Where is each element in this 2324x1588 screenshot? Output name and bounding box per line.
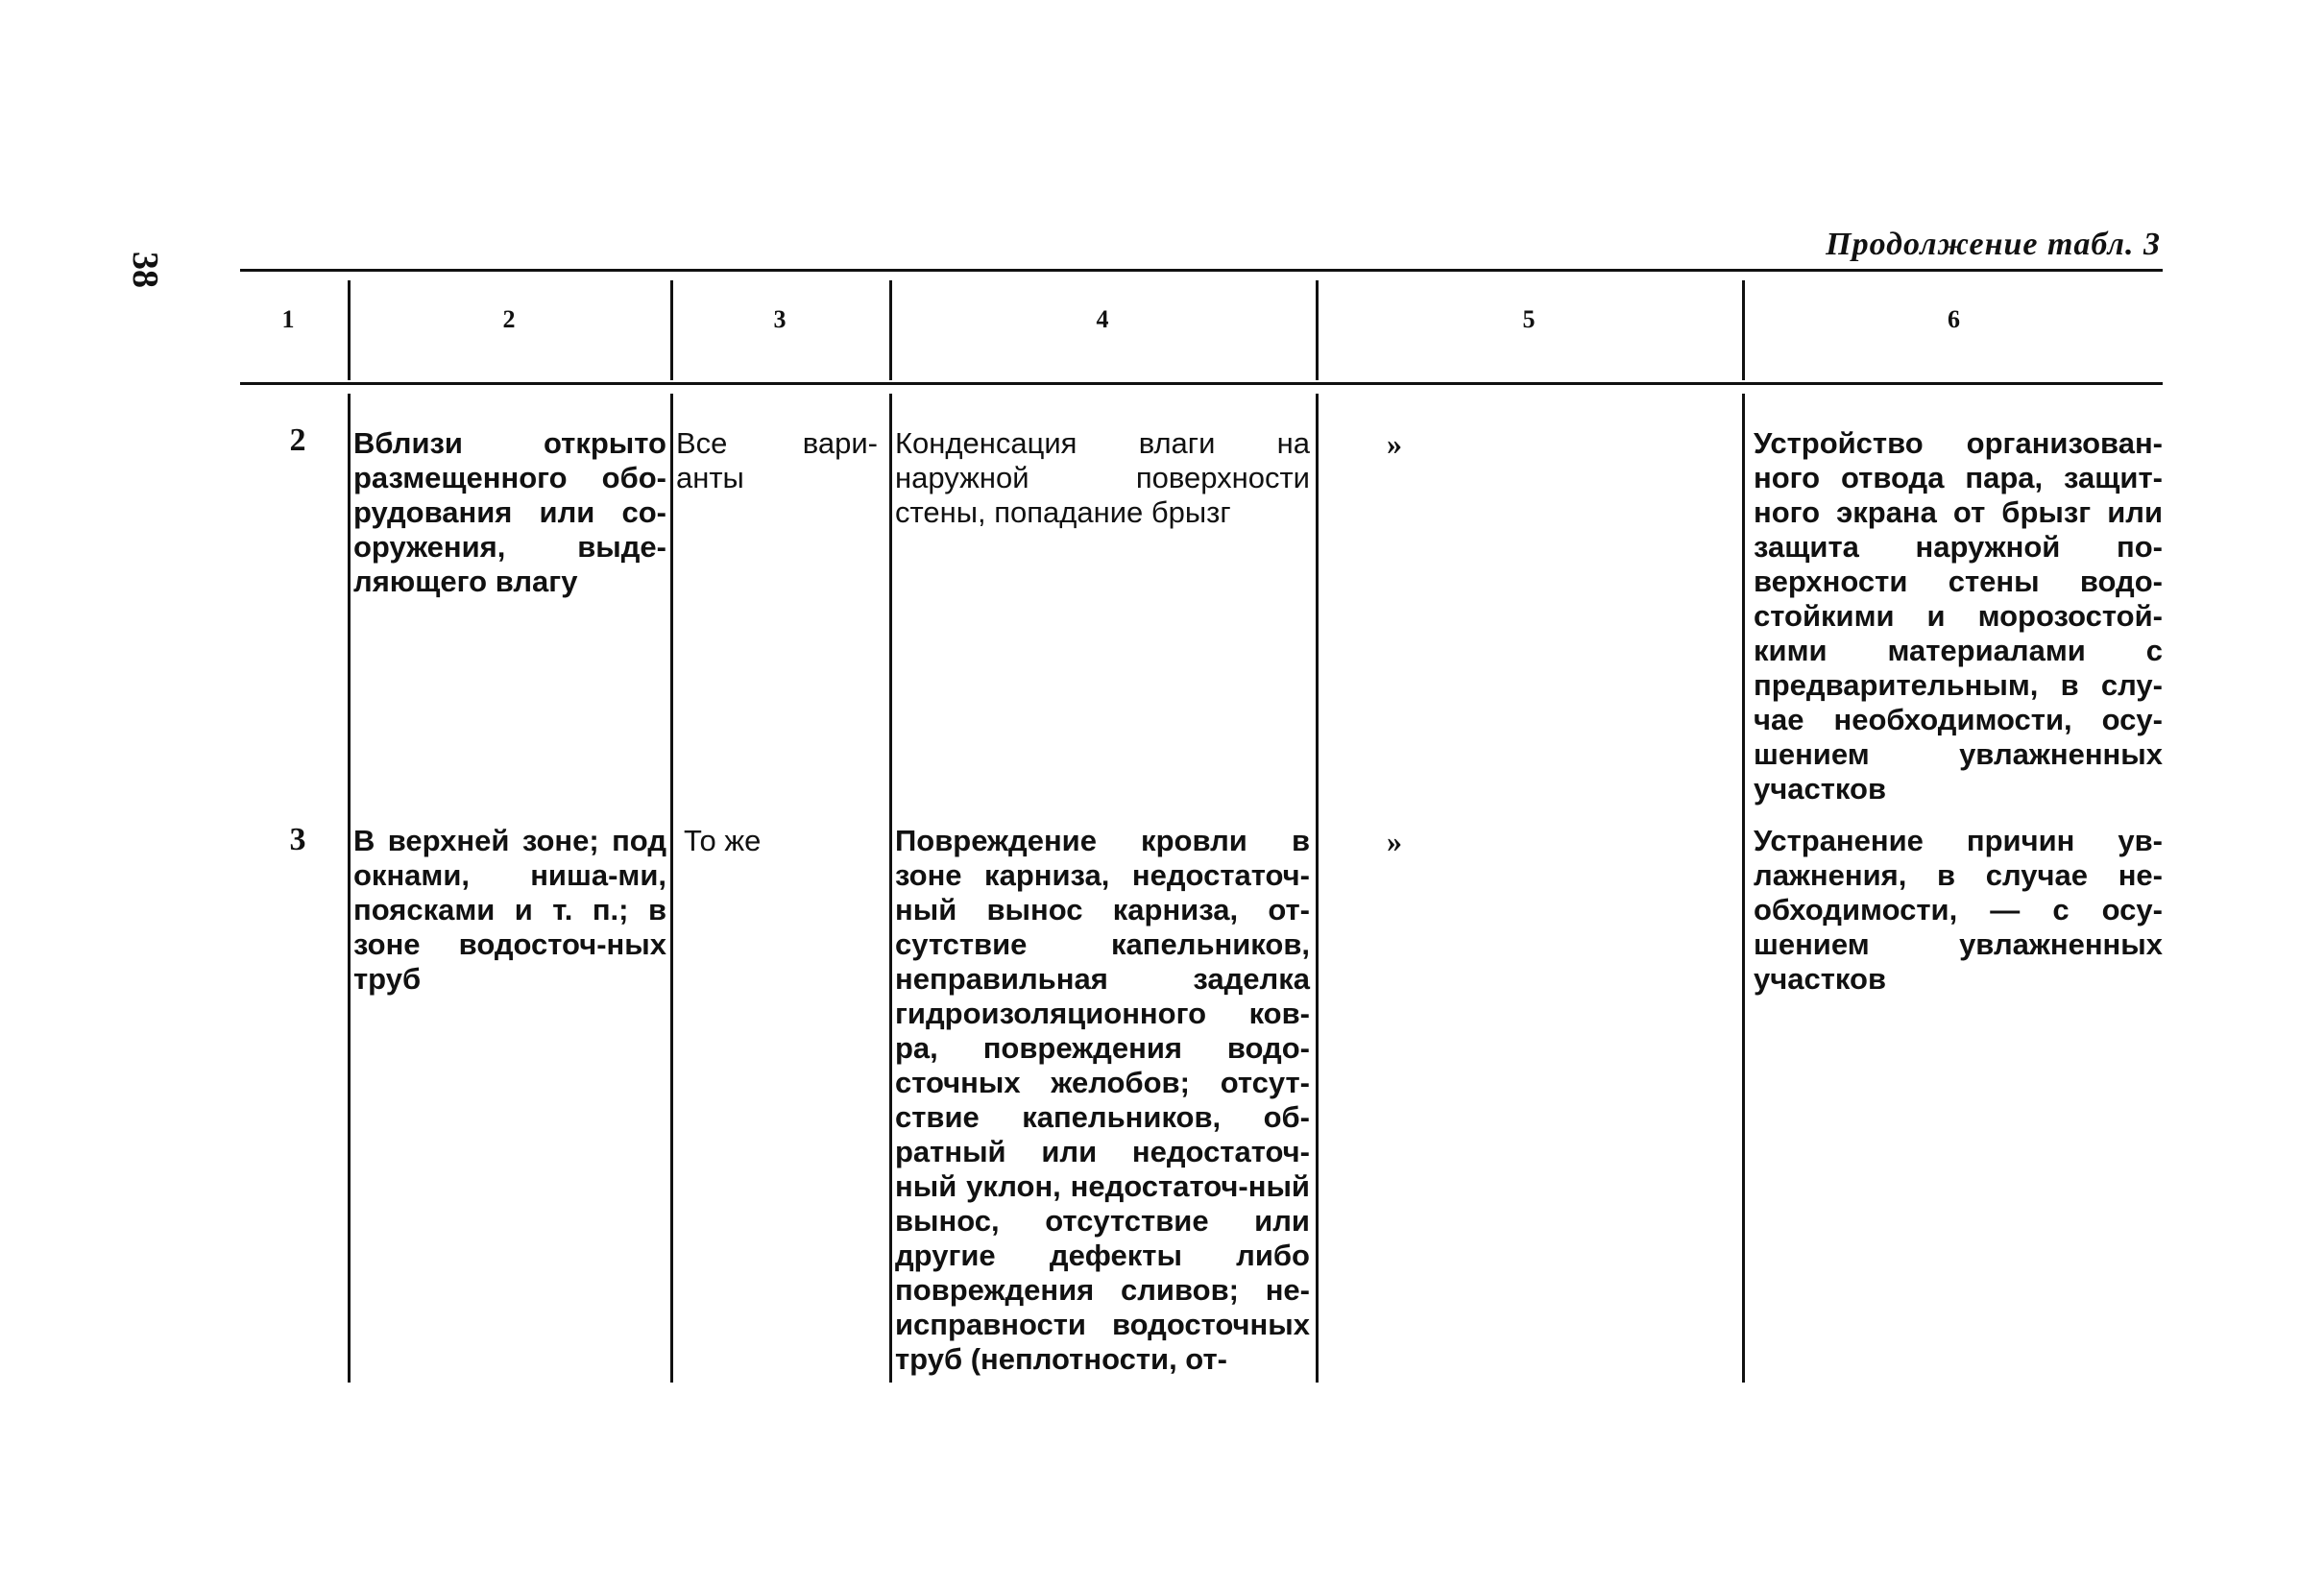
row-variant-cell: Все вари-анты	[676, 426, 878, 494]
column-header-2: 2	[502, 305, 516, 333]
table-top-rule	[240, 269, 2163, 272]
column-header-4: 4	[1096, 305, 1109, 333]
row-cause-cell: Конденсация влаги на наружной поверхности стены, попадание брызг	[895, 426, 1310, 529]
body-separator	[889, 394, 892, 1383]
row-location-cell: В верхней зоне; под окнами, ниша-ми, поясками и т. п.; в зоне водосточ-ных труб	[353, 824, 666, 996]
row-number: 3	[289, 822, 306, 857]
row-ditto-mark: »	[1387, 426, 1402, 461]
body-separator	[1742, 394, 1745, 1383]
row-remedy-cell: Устранение причин ув-лажнения, в случае не-обходимости, — с осу-шением увлажненных участков	[1754, 824, 2163, 996]
body-separator	[1316, 394, 1319, 1383]
body-separator	[670, 394, 673, 1383]
row-cause-cell: Повреждение кровли в зоне карниза, недостаточ-ный вынос карниза, от-сутствие капельников, неправильная заделка гидроизоляционного ков-ра, повреждения водо-сточных желобов; отсут-ствие капельников, об-ратный или недостаточ-ный уклон, недостаточ-ный вынос, отсутствие или другие дефекты либо повреждения сливов; не-исправности водосточных труб (неплотности, от-	[895, 824, 1310, 1376]
column-header-1: 1	[281, 305, 295, 333]
table-continuation-caption: Продолжение табл. 3	[1826, 227, 2161, 262]
row-ditto-mark: »	[1387, 824, 1402, 858]
body-separator	[348, 394, 351, 1383]
table-header-rule	[240, 382, 2163, 385]
column-header-6: 6	[1948, 305, 1960, 333]
row-location-cell: Вблизи открыто размещенного обо-рудования или со-оружения, выде-ляющего влагу	[353, 426, 666, 598]
column-header-5: 5	[1522, 305, 1536, 333]
row-number: 2	[289, 422, 306, 458]
column-header-3: 3	[773, 305, 787, 333]
row-remedy-cell: Устройство организован-ного отвода пара, защит-ного экрана от брызг или защита наружной по-верхности стены водо-стойкими и морозостой-кими материалами с предварительным, в слу-чае необходимости, осу-шением увлажненных участков	[1754, 426, 2163, 806]
page-number: 38	[125, 252, 165, 288]
row-variant-cell: То же	[684, 824, 762, 857]
